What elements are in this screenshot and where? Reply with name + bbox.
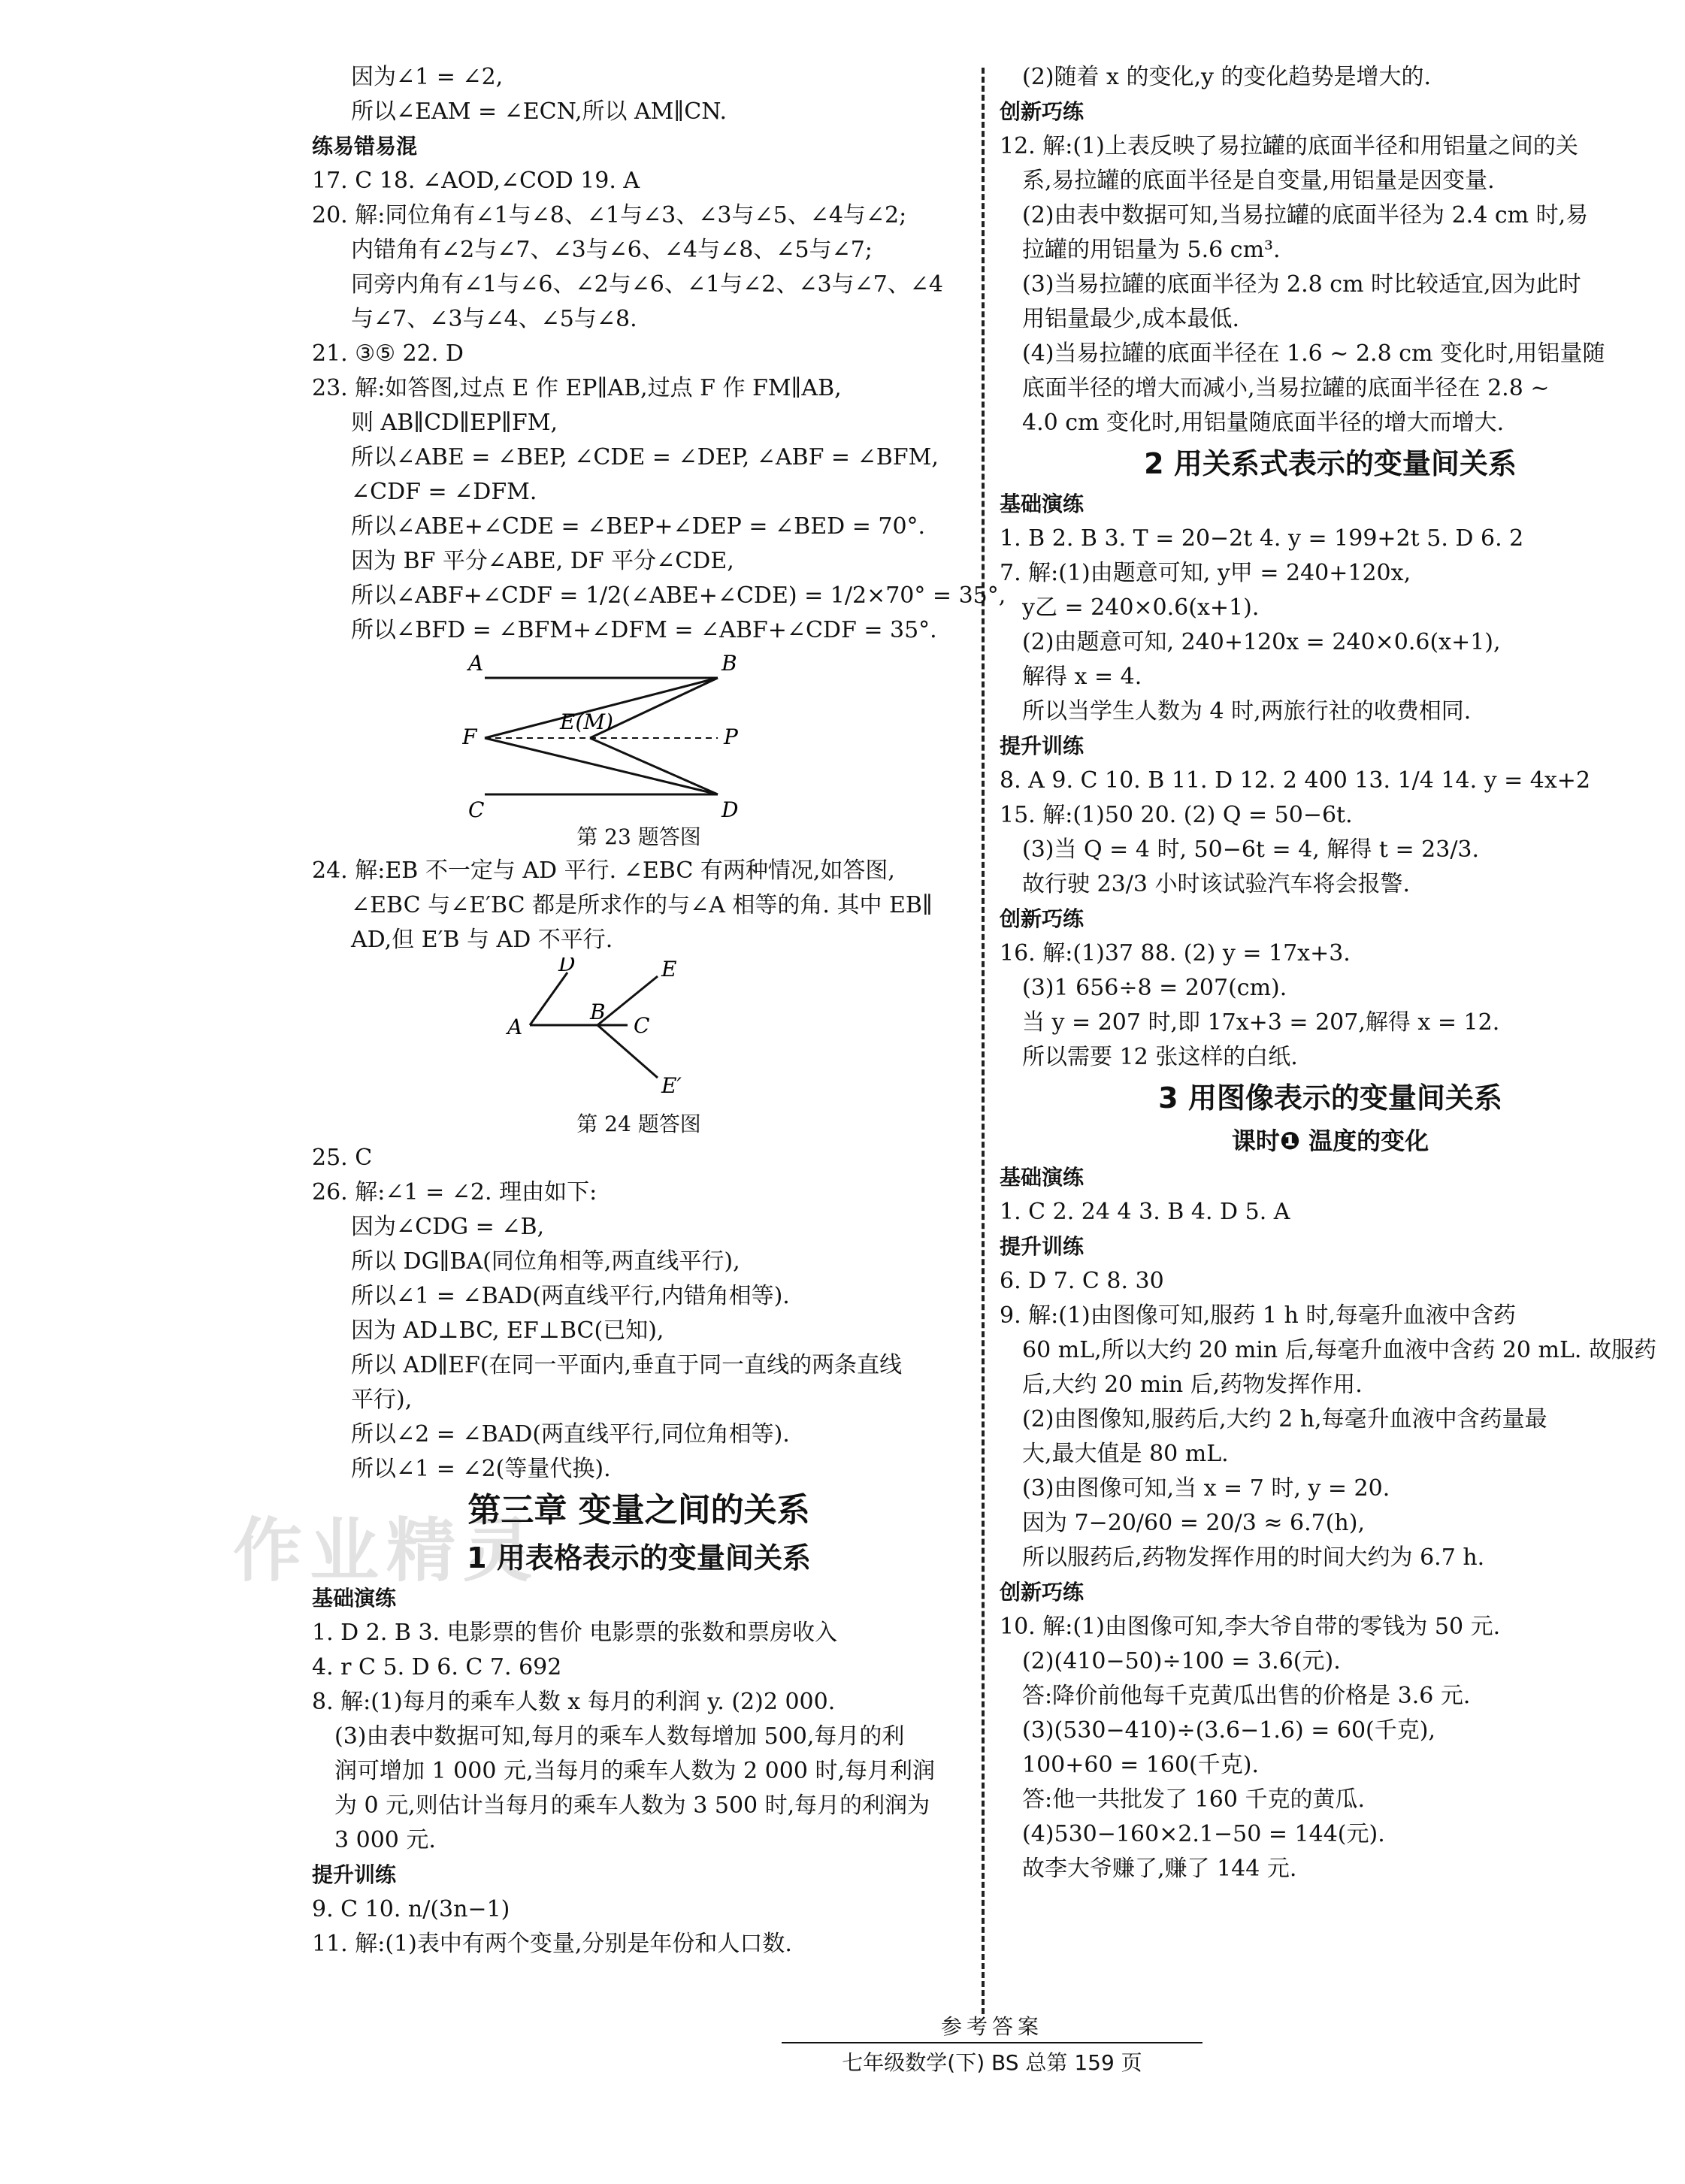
answer-line: 所以 DG∥BA(同位角相等,两直线平行), <box>351 1248 740 1275</box>
answer-line: y乙 = 240×0.6(x+1). <box>1022 594 1260 621</box>
answer-line: 所以∠ABE+∠CDE = ∠BEP+∠DEP = ∠BED = 70°. <box>351 513 926 540</box>
answer-line: 后,大约 20 min 后,药物发挥作用. <box>1022 1372 1363 1398</box>
figure-caption: 第 23 题答图 <box>576 824 701 849</box>
page-footer <box>782 2010 1202 2077</box>
section-subheading: 创新巧练 <box>1000 906 1085 931</box>
section-subheading: 提升训练 <box>1000 1234 1085 1259</box>
answer-line: 故李大爷赚了,赚了 144 元. <box>1022 1856 1297 1882</box>
figure-23 <box>462 648 966 821</box>
lesson-title: 课时❶ 温度的变化 <box>1231 1127 1429 1155</box>
fig23-label-b: B <box>721 651 737 676</box>
section-title: 1 用表格表示的变量间关系 <box>467 1541 811 1574</box>
answer-line: (4)当易拉罐的底面半径在 1.6 ~ 2.8 cm 变化时,用铝量随 <box>1022 340 1605 367</box>
answer-line: 16. 解:(1)37 88. (2) y = 17x+3. <box>1000 940 1351 966</box>
fig23-label-a: A <box>468 651 484 676</box>
answer-line: 4. r C 5. D 6. C 7. 692 <box>312 1654 562 1680</box>
answer-line: 因为 AD⊥BC, EF⊥BC(已知), <box>351 1317 664 1344</box>
footer-title: 参考答案 <box>782 2010 1202 2043</box>
fig23-label-p: P <box>724 724 738 749</box>
answer-line: 所以∠1 = ∠2(等量代换). <box>351 1456 611 1482</box>
section-subheading: 创新巧练 <box>1000 1580 1085 1605</box>
section-title: 3 用图像表示的变量间关系 <box>1158 1081 1502 1115</box>
answer-line: (2)由题意可知, 240+120x = 240×0.6(x+1), <box>1022 629 1501 655</box>
fig24-label-a: A <box>507 1015 523 1039</box>
fig23-label-c: C <box>468 797 485 821</box>
answer-line: 内错角有∠2与∠7、∠3与∠6、∠4与∠8、∠5与∠7; <box>351 237 873 263</box>
chapter-title: 第三章 变量之间的关系 <box>467 1491 810 1529</box>
answer-line: 1. D 2. B 3. 电影票的售价 电影票的张数和票房收入 <box>312 1620 838 1646</box>
answer-line: 15. 解:(1)50 20. (2) Q = 50−6t. <box>1000 802 1353 828</box>
answer-line: 所以∠EAM = ∠ECN,所以 AM∥CN. <box>351 98 728 125</box>
answer-line: 7. 解:(1)由题意可知, y甲 = 240+120x, <box>1000 560 1411 586</box>
answer-line: (3)当 Q = 4 时, 50−6t = 4, 解得 t = 23/3. <box>1022 836 1480 863</box>
answer-line: 所以∠2 = ∠BAD(两直线平行,同位角相等). <box>351 1421 790 1447</box>
answer-line: 与∠7、∠3与∠4、∠5与∠8. <box>351 306 637 332</box>
answer-line: (2)由图像知,服药后,大约 2 h,每毫升血液中含药量最 <box>1022 1406 1547 1432</box>
answer-line: 8. 解:(1)每月的乘车人数 x 每月的利润 y. (2)2 000. <box>312 1689 836 1715</box>
answer-line: 9. C 10. n/(3n−1) <box>312 1896 510 1922</box>
column-divider <box>982 68 985 2014</box>
fig24-label-e: E <box>661 957 677 982</box>
answer-line: 所以 AD∥EF(在同一平面内,垂直于同一直线的两条直线 <box>351 1352 903 1378</box>
answer-line: (2)(410−50)÷100 = 3.6(元). <box>1022 1648 1341 1674</box>
section-subheading: 基础演练 <box>312 1586 397 1611</box>
fig24-label-d: D <box>558 957 576 976</box>
fig23-label-em: E(M) <box>560 709 613 734</box>
answer-line: 所以∠BFD = ∠BFM+∠DFM = ∠ABF+∠CDF = 35°. <box>351 617 937 643</box>
answer-line: 24. 解:EB 不一定与 AD 平行. ∠EBC 有两种情况,如答图, <box>312 858 895 884</box>
answer-line: 3 000 元. <box>334 1827 436 1853</box>
answer-line: 所以当学生人数为 4 时,两旅行社的收费相同. <box>1022 698 1472 724</box>
answer-line: 答:他一共批发了 160 千克的黄瓜. <box>1022 1786 1365 1813</box>
answer-line: ∠EBC 与∠E′BC 都是所求作的与∠A 相等的角. 其中 EB∥ <box>351 892 933 918</box>
answer-line: 大,最大值是 80 mL. <box>1022 1441 1229 1467</box>
answer-line: 4.0 cm 变化时,用铝量随底面半径的增大而增大. <box>1022 410 1505 436</box>
section-title: 2 用关系式表示的变量间关系 <box>1144 447 1517 480</box>
figure-24-diagram <box>500 957 740 1108</box>
answer-line: 8. A 9. C 10. B 11. D 12. 2 400 13. 1/4 14. y = 4x+2 <box>1000 767 1591 794</box>
answer-line: 系,易拉罐的底面半径是自变量,用铝量是因变量. <box>1022 168 1495 194</box>
fig23-label-d: D <box>721 797 739 821</box>
answer-line: 润可增加 1 000 元,当每月的乘车人数为 2 000 时,每月利润 <box>334 1758 935 1784</box>
answer-line: 9. 解:(1)由图像可知,服药 1 h 时,每毫升血液中含药 <box>1000 1302 1516 1329</box>
figure-24 <box>500 957 966 1108</box>
fig24-label-e-prime: E′ <box>661 1073 682 1098</box>
answer-line: 所以需要 12 张这样的白纸. <box>1022 1044 1298 1070</box>
answer-line: 因为∠1 = ∠2, <box>351 64 504 90</box>
answer-line: 10. 解:(1)由图像可知,李大爷自带的零钱为 50 元. <box>1000 1614 1501 1640</box>
figure-caption: 第 24 题答图 <box>576 1112 701 1136</box>
answer-line: 60 mL,所以大约 20 min 后,每毫升血液中含药 20 mL. 故服药 <box>1022 1337 1656 1363</box>
answer-line: 用铝量最少,成本最低. <box>1022 306 1240 332</box>
answer-line: (3)由表中数据可知,每月的乘车人数每增加 500,每月的利 <box>334 1723 905 1750</box>
answer-line: (3)(530−410)÷(3.6−1.6) = 60(千克), <box>1022 1717 1435 1744</box>
answer-line: 所以∠1 = ∠BAD(两直线平行,内错角相等). <box>351 1283 790 1309</box>
answer-line: 平行), <box>351 1387 413 1413</box>
answer-line: 12. 解:(1)上表反映了易拉罐的底面半径和用铝量之间的关 <box>1000 133 1578 159</box>
right-column <box>1000 60 1661 1886</box>
answer-line: (2)随着 x 的变化,y 的变化趋势是增大的. <box>1022 64 1432 90</box>
answer-line: (3)1 656÷8 = 207(cm). <box>1022 975 1287 1001</box>
answer-line: 因为 BF 平分∠ABE, DF 平分∠CDE, <box>351 548 734 574</box>
section-subheading: 提升训练 <box>1000 734 1085 758</box>
figure-23-diagram <box>462 648 808 821</box>
answer-line: 底面半径的增大而减小,当易拉罐的底面半径在 2.8 ~ <box>1022 375 1550 401</box>
answer-line: (2)由表中数据可知,当易拉罐的底面半径为 2.4 cm 时,易 <box>1022 202 1589 228</box>
answer-line: 为 0 元,则估计当每月的乘车人数为 3 500 时,每月的利润为 <box>334 1792 930 1819</box>
section-subheading: 创新巧练 <box>1000 99 1085 124</box>
section-subheading: 提升训练 <box>312 1862 397 1887</box>
answer-line: 1. C 2. 24 4 3. B 4. D 5. A <box>1000 1199 1290 1225</box>
answer-line: 当 y = 207 时,即 17x+3 = 207,解得 x = 12. <box>1022 1009 1500 1036</box>
fig24-label-c: C <box>634 1013 650 1038</box>
answer-line: 20. 解:同位角有∠1与∠8、∠1与∠3、∠3与∠5、∠4与∠2; <box>312 202 907 228</box>
answer-line: 因为 7−20/60 = 20/3 ≈ 6.7(h), <box>1022 1510 1365 1536</box>
answer-line: 6. D 7. C 8. 30 <box>1000 1268 1164 1294</box>
answer-line: 所以∠ABF+∠CDF = 1/2(∠ABE+∠CDE) = 1/2×70° = 35°, <box>351 582 1006 609</box>
answer-line: AD,但 E′B 与 AD 不平行. <box>351 927 613 953</box>
answer-line: 26. 解:∠1 = ∠2. 理由如下: <box>312 1179 597 1205</box>
fig24-label-b: B <box>590 1000 606 1024</box>
answer-line: 所以∠ABE = ∠BEP, ∠CDE = ∠DEP, ∠ABF = ∠BFM, <box>351 444 939 470</box>
left-column <box>312 60 1006 1962</box>
answer-line: 1. B 2. B 3. T = 20−2t 4. y = 199+2t 5. D 6. 2 <box>1000 525 1524 552</box>
answer-line: 23. 解:如答图,过点 E 作 EP∥AB,过点 F 作 FM∥AB, <box>312 375 842 401</box>
answer-line: 所以服药后,药物发挥作用的时间大约为 6.7 h. <box>1022 1544 1485 1571</box>
answer-line: 17. C 18. ∠AOD,∠COD 19. A <box>312 168 640 194</box>
answer-line: 25. C <box>312 1145 373 1171</box>
answer-line: 故行驶 23/3 小时该试验汽车将会报警. <box>1022 871 1410 897</box>
answer-line: 解得 x = 4. <box>1022 664 1142 690</box>
answer-line: ∠CDF = ∠DFM. <box>351 479 537 505</box>
answer-line: 同旁内角有∠1与∠6、∠2与∠6、∠1与∠2、∠3与∠7、∠4 <box>351 271 944 298</box>
answer-line: 100+60 = 160(千克). <box>1022 1752 1259 1778</box>
answer-line: 拉罐的用铝量为 5.6 cm³. <box>1022 237 1281 263</box>
answer-line: 因为∠CDG = ∠B, <box>351 1214 545 1240</box>
answer-line: 则 AB∥CD∥EP∥FM, <box>351 410 558 436</box>
fig23-label-f: F <box>462 724 477 749</box>
answer-line: (4)530−160×2.1−50 = 144(元). <box>1022 1821 1385 1847</box>
answer-line: 11. 解:(1)表中有两个变量,分别是年份和人口数. <box>312 1931 792 1957</box>
footer-info: 七年级数学(下) BS 总第 159 页 <box>842 2050 1142 2075</box>
section-subheading: 基础演练 <box>1000 492 1085 516</box>
answer-line: 答:降价前他每千克黄瓜出售的价格是 3.6 元. <box>1022 1683 1471 1709</box>
watermark: 作业精灵 <box>233 1511 540 1591</box>
answer-line: (3)当易拉罐的底面半径为 2.8 cm 时比较适宜,因为此时 <box>1022 271 1581 298</box>
section-subheading: 基础演练 <box>1000 1165 1085 1190</box>
answer-line: 21. ③⑤ 22. D <box>312 340 464 367</box>
answer-line: (3)由图像可知,当 x = 7 时, y = 20. <box>1022 1475 1390 1502</box>
section-subheading: 练易错易混 <box>312 134 418 159</box>
